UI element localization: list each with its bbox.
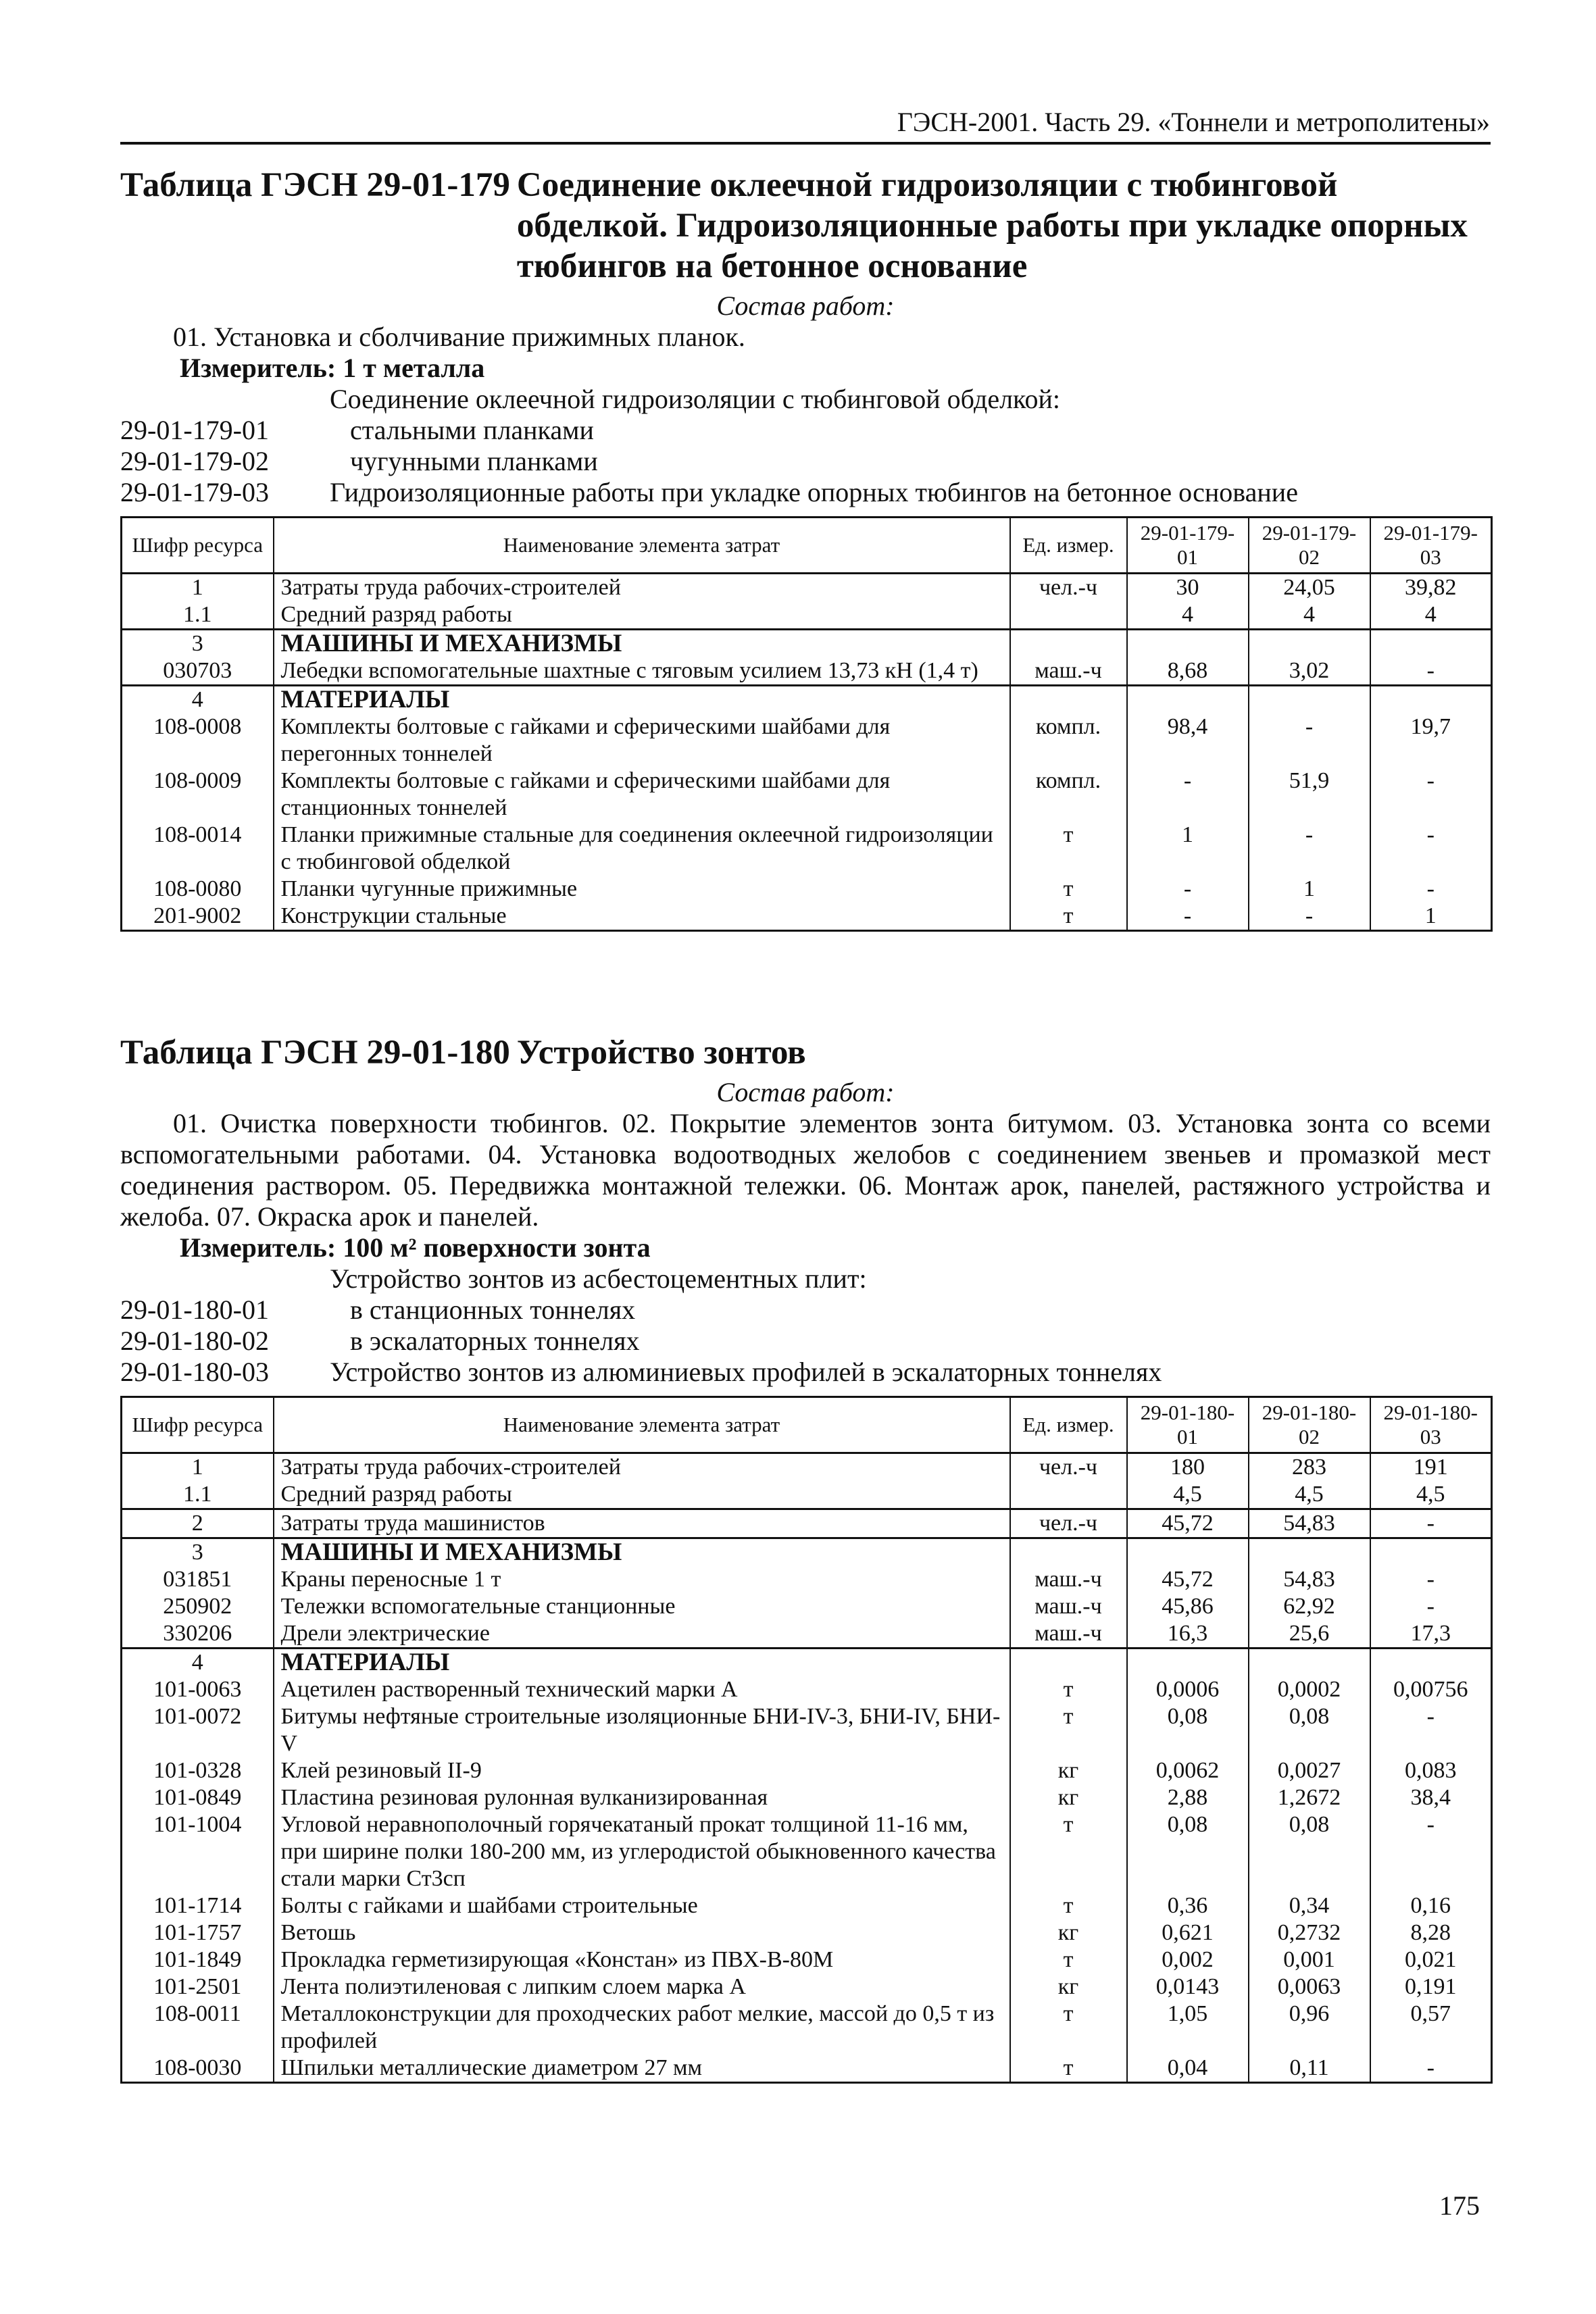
resource-value-2: 4,5 bbox=[1249, 1481, 1370, 1509]
resource-unit: т bbox=[1010, 2055, 1127, 2083]
resource-value-2: 0,0063 bbox=[1249, 1973, 1370, 2001]
resource-value-1: 0,002 bbox=[1127, 1946, 1249, 1973]
resource-code: 101-1849 bbox=[122, 1946, 274, 1973]
resource-value-3: - bbox=[1370, 2055, 1492, 2083]
resource-unit bbox=[1010, 601, 1127, 630]
table-row bbox=[122, 630, 1492, 658]
composition-heading: Состав работ: bbox=[716, 1077, 895, 1107]
resource-value-3: - bbox=[1370, 1703, 1492, 1757]
norm-item-text: в эскалаторных тоннелях bbox=[350, 1326, 640, 1356]
resource-value-2: 0,08 bbox=[1249, 1811, 1370, 1892]
table-row bbox=[122, 1676, 1492, 1703]
resource-value-3 bbox=[1370, 1538, 1492, 1567]
resource-unit bbox=[1010, 1538, 1127, 1567]
resource-name: Угловой неравнополочный горячекатаный прокат толщиной 11-16 мм, при ширине полки 180-200 мм, из углеродистой обыкновенного качества стали марки Ст3сп bbox=[274, 1811, 1010, 1892]
resource-name: Ацетилен растворенный технический марки А bbox=[274, 1676, 1010, 1703]
table-row bbox=[122, 713, 1492, 768]
resource-value-1 bbox=[1127, 1649, 1249, 1677]
resource-name: МАШИНЫ И МЕХАНИЗМЫ bbox=[274, 630, 1010, 658]
resource-code: 108-0080 bbox=[122, 876, 274, 903]
resource-unit: чел.-ч bbox=[1010, 574, 1127, 602]
resource-unit: т bbox=[1010, 1946, 1127, 1973]
col-header-code: Шифр ресурса bbox=[122, 1397, 274, 1453]
norm-item-text: Устройство зонтов из алюминиевых профилей в эскалаторных тоннелях bbox=[330, 1357, 1162, 1387]
table-row bbox=[122, 657, 1492, 686]
table-row bbox=[122, 1919, 1492, 1946]
resource-code: 108-0011 bbox=[122, 2001, 274, 2055]
norm-items-list bbox=[120, 415, 1491, 508]
table-header-row bbox=[122, 518, 1492, 574]
resource-code: 250902 bbox=[122, 1593, 274, 1620]
resource-name: Лебедки вспомогательные шахтные с тяговым усилием 13,73 кН (1,4 т) bbox=[274, 657, 1010, 686]
resource-value-1: 0,0006 bbox=[1127, 1676, 1249, 1703]
col-header-name: Наименование элемента затрат bbox=[274, 518, 1010, 574]
resource-unit: маш.-ч bbox=[1010, 1620, 1127, 1649]
resource-unit bbox=[1010, 630, 1127, 658]
table-row bbox=[122, 2055, 1492, 2083]
table-row bbox=[122, 1481, 1492, 1509]
resource-code: 108-0009 bbox=[122, 768, 274, 822]
resource-unit: т bbox=[1010, 2001, 1127, 2055]
resource-value-3 bbox=[1370, 686, 1492, 714]
resource-value-1: 0,08 bbox=[1127, 1703, 1249, 1757]
resource-value-2: 0,96 bbox=[1249, 2001, 1370, 2055]
resource-unit bbox=[1010, 1481, 1127, 1509]
resource-value-2: 25,6 bbox=[1249, 1620, 1370, 1649]
resource-unit: т bbox=[1010, 822, 1127, 876]
resource-value-2 bbox=[1249, 1538, 1370, 1567]
resource-value-3: 1 bbox=[1370, 903, 1492, 931]
col-header-variant-1: 29-01-180-01 bbox=[1127, 1397, 1249, 1453]
col-header-variant-2: 29-01-180-02 bbox=[1249, 1397, 1370, 1453]
resource-code: 101-0063 bbox=[122, 1676, 274, 1703]
table-179-section bbox=[120, 165, 1491, 932]
resources-table bbox=[120, 516, 1493, 932]
resource-value-3: - bbox=[1370, 1811, 1492, 1892]
resource-value-3: 0,16 bbox=[1370, 1892, 1492, 1919]
resources-table bbox=[120, 1396, 1493, 2084]
resource-value-2 bbox=[1249, 686, 1370, 714]
resource-code: 101-0328 bbox=[122, 1757, 274, 1784]
norm-item-code: 29-01-179-01 bbox=[120, 415, 269, 445]
resource-name: Комплекты болтовые с гайками и сферическими шайбами для перегонных тоннелей bbox=[274, 713, 1010, 768]
items-intro-row bbox=[120, 1263, 1491, 1294]
resource-value-3: 4 bbox=[1370, 601, 1492, 630]
resource-value-1 bbox=[1127, 686, 1249, 714]
norm-item-code: 29-01-179-03 bbox=[120, 477, 269, 507]
resource-code: 1.1 bbox=[122, 1481, 274, 1509]
resource-value-1: 45,72 bbox=[1127, 1509, 1249, 1538]
table-row bbox=[122, 1946, 1492, 1973]
resource-code: 1.1 bbox=[122, 601, 274, 630]
resource-value-1: 0,0143 bbox=[1127, 1973, 1249, 2001]
resource-value-3: 8,28 bbox=[1370, 1919, 1492, 1946]
composition-heading: Состав работ: bbox=[716, 291, 895, 321]
resource-code: 101-0849 bbox=[122, 1784, 274, 1811]
col-header-variant-3: 29-01-180-03 bbox=[1370, 1397, 1492, 1453]
resource-name: Затраты труда рабочих-строителей bbox=[274, 574, 1010, 602]
col-header-unit: Ед. измер. bbox=[1010, 1397, 1127, 1453]
resource-unit: т bbox=[1010, 1892, 1127, 1919]
resource-name: Шпильки металлические диаметром 27 мм bbox=[274, 2055, 1010, 2083]
header-rule bbox=[120, 142, 1491, 145]
resource-value-2: 0,08 bbox=[1249, 1703, 1370, 1757]
works-description: 01. Очистка поверхности тюбингов. 02. Покрытие элементов зонта битумом. 03. Установка зонта со всеми вспомогательными работами. 04. Установка водоотводных желобов с соединением звеньев и промазкой мест соединения раствором. 05. Передвижка монтажной тележки. 06. Монтаж арок, панелей, растяжного устройства и желоба. 07. Окраска арок и панелей. bbox=[120, 1108, 1491, 1232]
resource-code: 3 bbox=[122, 630, 274, 658]
table-179-title-number: Таблица ГЭСН 29-01-179 bbox=[120, 166, 510, 204]
resource-value-1: 180 bbox=[1127, 1453, 1249, 1482]
resource-value-2: 0,34 bbox=[1249, 1892, 1370, 1919]
table-row bbox=[122, 903, 1492, 931]
norm-item bbox=[120, 1294, 1491, 1326]
norm-item bbox=[120, 1357, 1491, 1388]
resource-code: 2 bbox=[122, 1509, 274, 1538]
resource-value-3: 0,021 bbox=[1370, 1946, 1492, 1973]
table-row bbox=[122, 1593, 1492, 1620]
resource-value-2: 54,83 bbox=[1249, 1566, 1370, 1593]
resource-code: 101-2501 bbox=[122, 1973, 274, 2001]
resource-value-1: 0,0062 bbox=[1127, 1757, 1249, 1784]
resource-value-2 bbox=[1249, 1649, 1370, 1677]
resource-code: 030703 bbox=[122, 657, 274, 686]
resource-value-1 bbox=[1127, 630, 1249, 658]
col-header-variant-1: 29-01-179-01 bbox=[1127, 518, 1249, 574]
table-row bbox=[122, 1757, 1492, 1784]
resource-name: Прокладка герметизирующая «Констан» из ПВХ-В-80М bbox=[274, 1946, 1010, 1973]
resource-value-1: 0,621 bbox=[1127, 1919, 1249, 1946]
resource-value-3: - bbox=[1370, 876, 1492, 903]
resource-code: 330206 bbox=[122, 1620, 274, 1649]
resource-name: Болты с гайками и шайбами строительные bbox=[274, 1892, 1010, 1919]
table-row bbox=[122, 1509, 1492, 1538]
table-row bbox=[122, 822, 1492, 876]
norm-item bbox=[120, 1326, 1491, 1357]
resource-name: Краны переносные 1 т bbox=[274, 1566, 1010, 1593]
table-row bbox=[122, 1453, 1492, 1482]
resource-name: МАШИНЫ И МЕХАНИЗМЫ bbox=[274, 1538, 1010, 1567]
resource-name: Конструкции стальные bbox=[274, 903, 1010, 931]
resource-name: Средний разряд работы bbox=[274, 601, 1010, 630]
resource-value-2: 0,0027 bbox=[1249, 1757, 1370, 1784]
resource-unit: т bbox=[1010, 1703, 1127, 1757]
resource-value-2: 51,9 bbox=[1249, 768, 1370, 822]
resource-name: Металлоконструкции для проходческих работ мелкие, массой до 0,5 т из профилей bbox=[274, 2001, 1010, 2055]
table-row bbox=[122, 2001, 1492, 2055]
resource-value-2: - bbox=[1249, 903, 1370, 931]
resource-value-3: - bbox=[1370, 657, 1492, 686]
resource-name: Пластина резиновая рулонная вулканизированная bbox=[274, 1784, 1010, 1811]
resource-code: 201-9002 bbox=[122, 903, 274, 931]
resource-value-3: - bbox=[1370, 1509, 1492, 1538]
norm-item-text: чугунными планками bbox=[350, 446, 598, 476]
resource-value-3: 38,4 bbox=[1370, 1784, 1492, 1811]
resource-value-2: - bbox=[1249, 713, 1370, 768]
table-header-row bbox=[122, 1397, 1492, 1453]
resource-unit: т bbox=[1010, 876, 1127, 903]
resource-code: 101-1714 bbox=[122, 1892, 274, 1919]
resource-value-2: 62,92 bbox=[1249, 1593, 1370, 1620]
norm-item bbox=[120, 477, 1491, 508]
resource-value-2 bbox=[1249, 630, 1370, 658]
resource-value-1: 45,72 bbox=[1127, 1566, 1249, 1593]
resource-unit: компл. bbox=[1010, 713, 1127, 768]
table-row bbox=[122, 768, 1492, 822]
norm-item-text: стальными планками bbox=[350, 415, 594, 445]
resource-code: 108-0030 bbox=[122, 2055, 274, 2083]
resource-value-2: 1 bbox=[1249, 876, 1370, 903]
table-180-title bbox=[120, 1032, 1491, 1073]
table-row bbox=[122, 1566, 1492, 1593]
table-row bbox=[122, 1620, 1492, 1649]
running-header: ГЭСН-2001. Часть 29. «Тоннели и метрополитены» bbox=[897, 107, 1490, 137]
resource-code: 1 bbox=[122, 1453, 274, 1482]
resource-value-1: 1,05 bbox=[1127, 2001, 1249, 2055]
resource-value-3: 0,191 bbox=[1370, 1973, 1492, 2001]
items-intro: Соединение оклеечной гидроизоляции с тюбинговой обделкой: bbox=[330, 384, 1060, 414]
resource-value-2: 0,001 bbox=[1249, 1946, 1370, 1973]
items-intro-row bbox=[120, 384, 1491, 415]
resource-value-1: 30 bbox=[1127, 574, 1249, 602]
norm-item-code: 29-01-179-02 bbox=[120, 446, 269, 476]
resource-code: 101-1004 bbox=[122, 1811, 274, 1892]
resource-code: 4 bbox=[122, 1649, 274, 1677]
resource-value-2: 1,2672 bbox=[1249, 1784, 1370, 1811]
resource-code: 1 bbox=[122, 574, 274, 602]
resource-value-3: - bbox=[1370, 1593, 1492, 1620]
resource-unit: кг bbox=[1010, 1757, 1127, 1784]
col-header-unit: Ед. измер. bbox=[1010, 518, 1127, 574]
resource-name: Клей резиновый II-9 bbox=[274, 1757, 1010, 1784]
norm-item bbox=[120, 415, 1491, 446]
resource-name: Лента полиэтиленовая с липким слоем марка А bbox=[274, 1973, 1010, 2001]
table-row bbox=[122, 1892, 1492, 1919]
resource-code: 108-0014 bbox=[122, 822, 274, 876]
norm-item-code: 29-01-180-02 bbox=[120, 1326, 269, 1356]
resource-name: Планки прижимные стальные для соединения оклеечной гидроизоляции с тюбинговой обделкой bbox=[274, 822, 1010, 876]
resource-value-1: 0,08 bbox=[1127, 1811, 1249, 1892]
resource-code: 3 bbox=[122, 1538, 274, 1567]
resource-unit: компл. bbox=[1010, 768, 1127, 822]
resource-unit: маш.-ч bbox=[1010, 1566, 1127, 1593]
table-row bbox=[122, 574, 1492, 602]
page-number: 175 bbox=[1439, 2190, 1480, 2221]
resource-unit bbox=[1010, 1649, 1127, 1677]
resource-unit: кг bbox=[1010, 1784, 1127, 1811]
table-row bbox=[122, 1973, 1492, 2001]
resource-name: Тележки вспомогательные станционные bbox=[274, 1593, 1010, 1620]
resource-name: МАТЕРИАЛЫ bbox=[274, 1649, 1010, 1677]
resource-value-1: 4 bbox=[1127, 601, 1249, 630]
resource-value-1: - bbox=[1127, 903, 1249, 931]
table-179-title bbox=[120, 165, 1491, 286]
resource-unit: т bbox=[1010, 1676, 1127, 1703]
resource-value-1: - bbox=[1127, 876, 1249, 903]
resource-name: Комплекты болтовые с гайками и сферическими шайбами для станционных тоннелей bbox=[274, 768, 1010, 822]
resource-unit: маш.-ч bbox=[1010, 657, 1127, 686]
resource-value-3 bbox=[1370, 630, 1492, 658]
norm-item-text: Гидроизоляционные работы при укладке опорных тюбингов на бетонное основание bbox=[330, 477, 1298, 507]
resource-value-1: - bbox=[1127, 768, 1249, 822]
resource-code: 101-1757 bbox=[122, 1919, 274, 1946]
resource-unit: чел.-ч bbox=[1010, 1453, 1127, 1482]
resource-code: 4 bbox=[122, 686, 274, 714]
norm-item bbox=[120, 446, 1491, 477]
resource-value-2: 0,0002 bbox=[1249, 1676, 1370, 1703]
measurement-unit: Измеритель: 100 м² поверхности зонта bbox=[180, 1232, 651, 1263]
table-row bbox=[122, 1649, 1492, 1677]
resource-value-1: 16,3 bbox=[1127, 1620, 1249, 1649]
resource-name: МАТЕРИАЛЫ bbox=[274, 686, 1010, 714]
resource-unit: т bbox=[1010, 1811, 1127, 1892]
resource-unit: маш.-ч bbox=[1010, 1593, 1127, 1620]
resource-code: 031851 bbox=[122, 1566, 274, 1593]
table-row bbox=[122, 1538, 1492, 1567]
resource-unit: т bbox=[1010, 903, 1127, 931]
resource-value-3 bbox=[1370, 1649, 1492, 1677]
resource-name: Ветошь bbox=[274, 1919, 1010, 1946]
table-179-title-text: Соединение оклеечной гидроизоляции с тюбинговой обделкой. Гидроизоляционные работы при укладке опорных тюбингов на бетонное основание bbox=[516, 166, 1468, 285]
table-180-title-number: Таблица ГЭСН 29-01-180 bbox=[120, 1034, 510, 1072]
items-intro: Устройство зонтов из асбестоцементных плит: bbox=[330, 1263, 867, 1294]
resource-unit bbox=[1010, 686, 1127, 714]
table-row bbox=[122, 1811, 1492, 1892]
resource-value-2: 0,2732 bbox=[1249, 1919, 1370, 1946]
resource-value-2: 283 bbox=[1249, 1453, 1370, 1482]
norm-item-code: 29-01-180-01 bbox=[120, 1294, 269, 1325]
col-header-variant-3: 29-01-179-03 bbox=[1370, 518, 1492, 574]
resource-unit: чел.-ч bbox=[1010, 1509, 1127, 1538]
resource-name: Затраты труда машинистов bbox=[274, 1509, 1010, 1538]
resource-code: 101-0072 bbox=[122, 1703, 274, 1757]
resource-value-1: 2,88 bbox=[1127, 1784, 1249, 1811]
resource-name: Средний разряд работы bbox=[274, 1481, 1010, 1509]
table-row bbox=[122, 876, 1492, 903]
resource-name: Дрели электрические bbox=[274, 1620, 1010, 1649]
measurement-unit: Измеритель: 1 т металла bbox=[180, 353, 485, 383]
col-header-name: Наименование элемента затрат bbox=[274, 1397, 1010, 1453]
norm-item-text: в станционных тоннелях bbox=[350, 1294, 636, 1325]
resource-value-3: 0,00756 bbox=[1370, 1676, 1492, 1703]
resource-value-3: 17,3 bbox=[1370, 1620, 1492, 1649]
resource-value-1: 4,5 bbox=[1127, 1481, 1249, 1509]
table-180-title-text: Устройство зонтов bbox=[516, 1034, 806, 1072]
resource-value-3: 0,57 bbox=[1370, 2001, 1492, 2055]
resource-value-3: 0,083 bbox=[1370, 1757, 1492, 1784]
table-180-section bbox=[120, 1032, 1491, 2084]
resource-unit: кг bbox=[1010, 1919, 1127, 1946]
resource-value-2: 24,05 bbox=[1249, 574, 1370, 602]
works-description: 01. Установка и сболчивание прижимных планок. bbox=[173, 322, 745, 352]
resource-value-1: 8,68 bbox=[1127, 657, 1249, 686]
table-row bbox=[122, 1703, 1492, 1757]
resource-value-1 bbox=[1127, 1538, 1249, 1567]
resource-value-2: 4 bbox=[1249, 601, 1370, 630]
resource-name: Планки чугунные прижимные bbox=[274, 876, 1010, 903]
resource-value-2: 3,02 bbox=[1249, 657, 1370, 686]
resource-value-3: - bbox=[1370, 1566, 1492, 1593]
resource-name: Затраты труда рабочих-строителей bbox=[274, 1453, 1010, 1482]
resource-value-1: 98,4 bbox=[1127, 713, 1249, 768]
resource-value-2: - bbox=[1249, 822, 1370, 876]
resource-value-1: 0,04 bbox=[1127, 2055, 1249, 2083]
resource-value-2: 54,83 bbox=[1249, 1509, 1370, 1538]
col-header-variant-2: 29-01-179-02 bbox=[1249, 518, 1370, 574]
norm-items-list bbox=[120, 1294, 1491, 1388]
resource-value-3: 191 bbox=[1370, 1453, 1492, 1482]
table-row bbox=[122, 601, 1492, 630]
resource-value-1: 45,86 bbox=[1127, 1593, 1249, 1620]
norm-item-code: 29-01-180-03 bbox=[120, 1357, 269, 1387]
col-header-code: Шифр ресурса bbox=[122, 518, 274, 574]
resource-value-1: 0,36 bbox=[1127, 1892, 1249, 1919]
resource-value-3: 4,5 bbox=[1370, 1481, 1492, 1509]
resource-value-1: 1 bbox=[1127, 822, 1249, 876]
resource-name: Битумы нефтяные строительные изоляционные БНИ-IV-3, БНИ-IV, БНИ-V bbox=[274, 1703, 1010, 1757]
resource-code: 108-0008 bbox=[122, 713, 274, 768]
resource-value-2: 0,11 bbox=[1249, 2055, 1370, 2083]
table-row bbox=[122, 1784, 1492, 1811]
table-row bbox=[122, 686, 1492, 714]
resource-value-3: 19,7 bbox=[1370, 713, 1492, 768]
resource-unit: кг bbox=[1010, 1973, 1127, 2001]
resource-value-3: - bbox=[1370, 768, 1492, 822]
resource-value-3: 39,82 bbox=[1370, 574, 1492, 602]
resource-value-3: - bbox=[1370, 822, 1492, 876]
